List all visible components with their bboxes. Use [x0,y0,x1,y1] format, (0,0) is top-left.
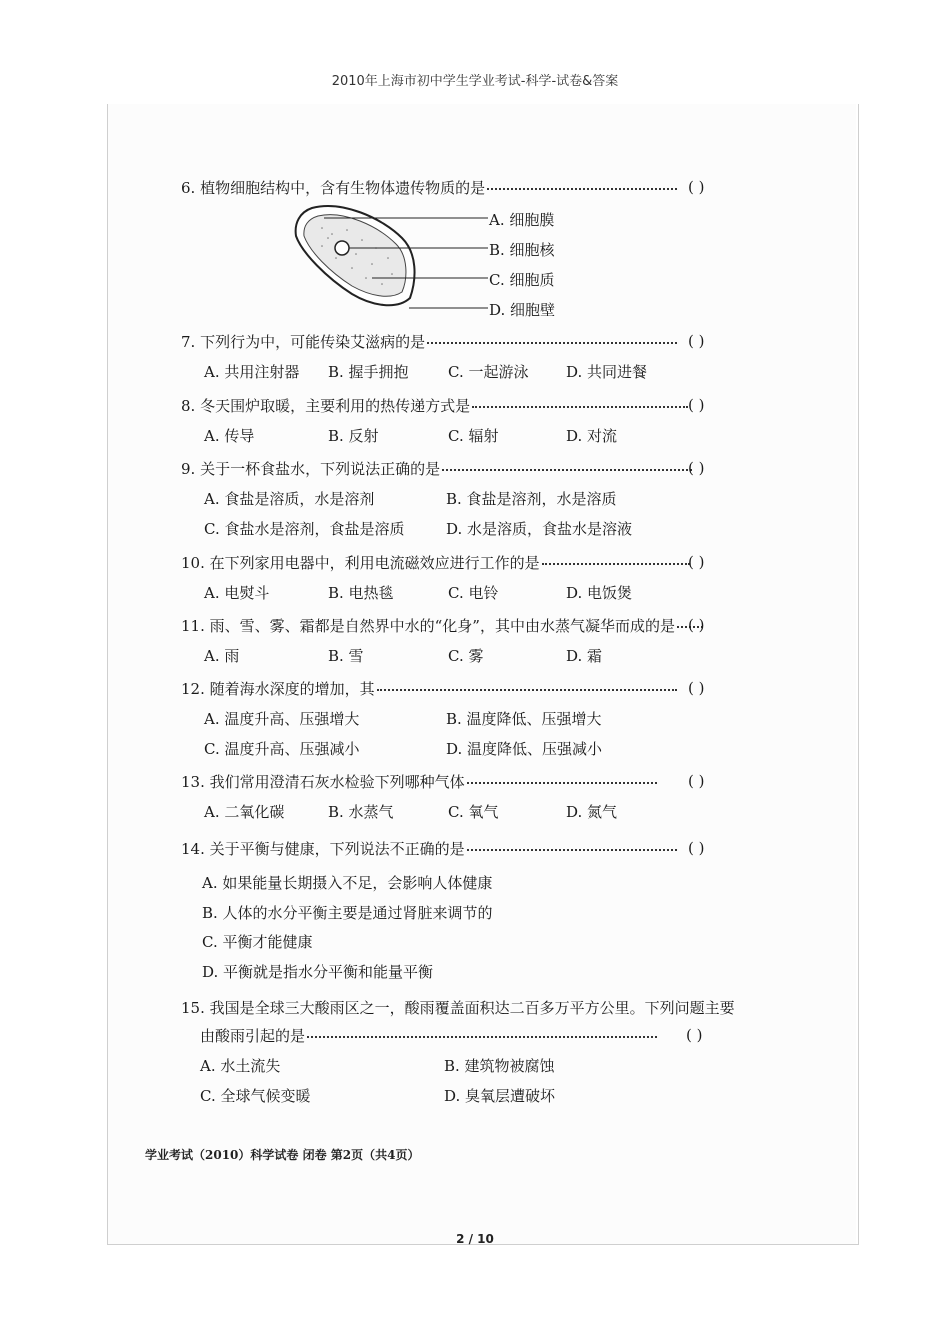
question-10-option-b[interactable]: B. 电热毯 [328,584,394,602]
page-number: 2 / 10 [456,1232,494,1246]
question-8-option-c[interactable]: C. 辐射 [448,427,499,445]
question-10-stem: 10. 在下列家用电器中，利用电流磁效应进行工作的是 [181,552,692,573]
question-6-option-c[interactable]: C. 细胞质 [489,271,555,289]
question-9-option-d[interactable]: D. 水是溶质，食盐水是溶液 [446,520,633,538]
question-15-stem: 15. 我国是全球三大酸雨区之一，酸雨覆盖面积达二百多万平方公里。下列问题主要 [181,999,735,1017]
answer-paren-6[interactable]: ( ) [688,178,705,196]
question-10-option-d[interactable]: D. 电饭煲 [566,584,633,602]
question-7-option-d[interactable]: D. 共同进餐 [566,363,648,381]
answer-paren-13[interactable]: ( ) [688,772,705,790]
exam-footer: 学业考试（2010）科学试卷 闭卷 第2页（共4页） [145,1148,420,1162]
question-12-option-c[interactable]: C. 温度升高、压强减小 [204,740,360,758]
question-12-stem: 12. 随着海水深度的增加，其 [181,678,679,699]
question-9-option-a[interactable]: A. 食盐是溶质，水是溶剂 [204,490,375,508]
question-13-option-d[interactable]: D. 氮气 [566,803,618,821]
question-14-option-d[interactable]: D. 平衡就是指水分平衡和能量平衡 [202,963,434,981]
question-12-option-a[interactable]: A. 温度升高、压强增大 [204,710,360,728]
question-9-option-b[interactable]: B. 食盐是溶剂，水是溶质 [446,490,617,508]
question-6-option-a[interactable]: A. 细胞膜 [489,211,555,229]
question-8-option-b[interactable]: B. 反射 [328,427,379,445]
answer-paren-8[interactable]: ( ) [688,396,705,414]
document-header: 2010年上海市初中学生学业考试-科学-试卷&答案 [331,74,619,89]
question-11-option-b[interactable]: B. 雪 [328,647,364,665]
question-15-option-d[interactable]: D. 臭氧层遭破坏 [444,1087,556,1105]
question-6-stem: 6. 植物细胞结构中，含有生物体遗传物质的是 [181,177,679,198]
question-14-option-a[interactable]: A. 如果能量长期摄入不足，会影响人体健康 [202,874,493,892]
question-9-option-c[interactable]: C. 食盐水是溶剂，食盐是溶质 [204,520,405,538]
question-12-option-d[interactable]: D. 温度降低、压强减小 [446,740,603,758]
question-10-option-c[interactable]: C. 电铃 [448,584,499,602]
question-11-option-c[interactable]: C. 雾 [448,647,484,665]
answer-paren-12[interactable]: ( ) [688,679,705,697]
answer-paren-10[interactable]: ( ) [688,553,705,571]
question-14-stem: 14. 关于平衡与健康，下列说法不正确的是 [181,838,679,859]
question-15-option-c[interactable]: C. 全球气候变暖 [200,1087,311,1105]
plant-cell-diagram [292,198,492,318]
question-14-option-b[interactable]: B. 人体的水分平衡主要是通过肾脏来调节的 [202,904,493,922]
question-7-option-b[interactable]: B. 握手拥抱 [328,363,409,381]
question-13-stem: 13. 我们常用澄清石灰水检验下列哪种气体 [181,771,659,792]
answer-paren-14[interactable]: ( ) [688,839,705,857]
question-8-option-d[interactable]: D. 对流 [566,427,618,445]
question-13-option-a[interactable]: A. 二氧化碳 [204,803,285,821]
question-6-option-b[interactable]: B. 细胞核 [489,241,555,259]
answer-paren-9[interactable]: ( ) [688,459,705,477]
question-11-option-d[interactable]: D. 霜 [566,647,603,665]
answer-paren-15[interactable]: ( ) [686,1026,703,1044]
question-15-option-a[interactable]: A. 水土流失 [200,1057,281,1075]
question-8-stem: 8. 冬天围炉取暖，主要利用的热传递方式是 [181,395,690,416]
question-9-stem: 9. 关于一杯食盐水，下列说法正确的是 [181,458,694,479]
question-15-stem-line2: 由酸雨引起的是 [200,1025,659,1046]
answer-paren-11[interactable]: ( ) [688,616,705,634]
question-6-option-d[interactable]: D. 细胞壁 [489,301,556,319]
question-8-option-a[interactable]: A. 传导 [204,427,255,445]
question-13-option-c[interactable]: C. 氧气 [448,803,499,821]
question-11-stem: 11. 雨、雪、雾、霜都是自然界中水的“化身”，其中由水蒸气凝华而成的是 [181,615,705,636]
question-14-option-c[interactable]: C. 平衡才能健康 [202,933,313,951]
question-13-option-b[interactable]: B. 水蒸气 [328,803,394,821]
question-10-option-a[interactable]: A. 电熨斗 [204,584,270,602]
question-12-option-b[interactable]: B. 温度降低、压强增大 [446,710,602,728]
question-11-option-a[interactable]: A. 雨 [204,647,240,665]
question-15-option-b[interactable]: B. 建筑物被腐蚀 [444,1057,555,1075]
question-7-option-a[interactable]: A. 共用注射器 [204,363,300,381]
answer-paren-7[interactable]: ( ) [688,332,705,350]
question-7-option-c[interactable]: C. 一起游泳 [448,363,529,381]
question-7-stem: 7. 下列行为中，可能传染艾滋病的是 [181,331,679,352]
